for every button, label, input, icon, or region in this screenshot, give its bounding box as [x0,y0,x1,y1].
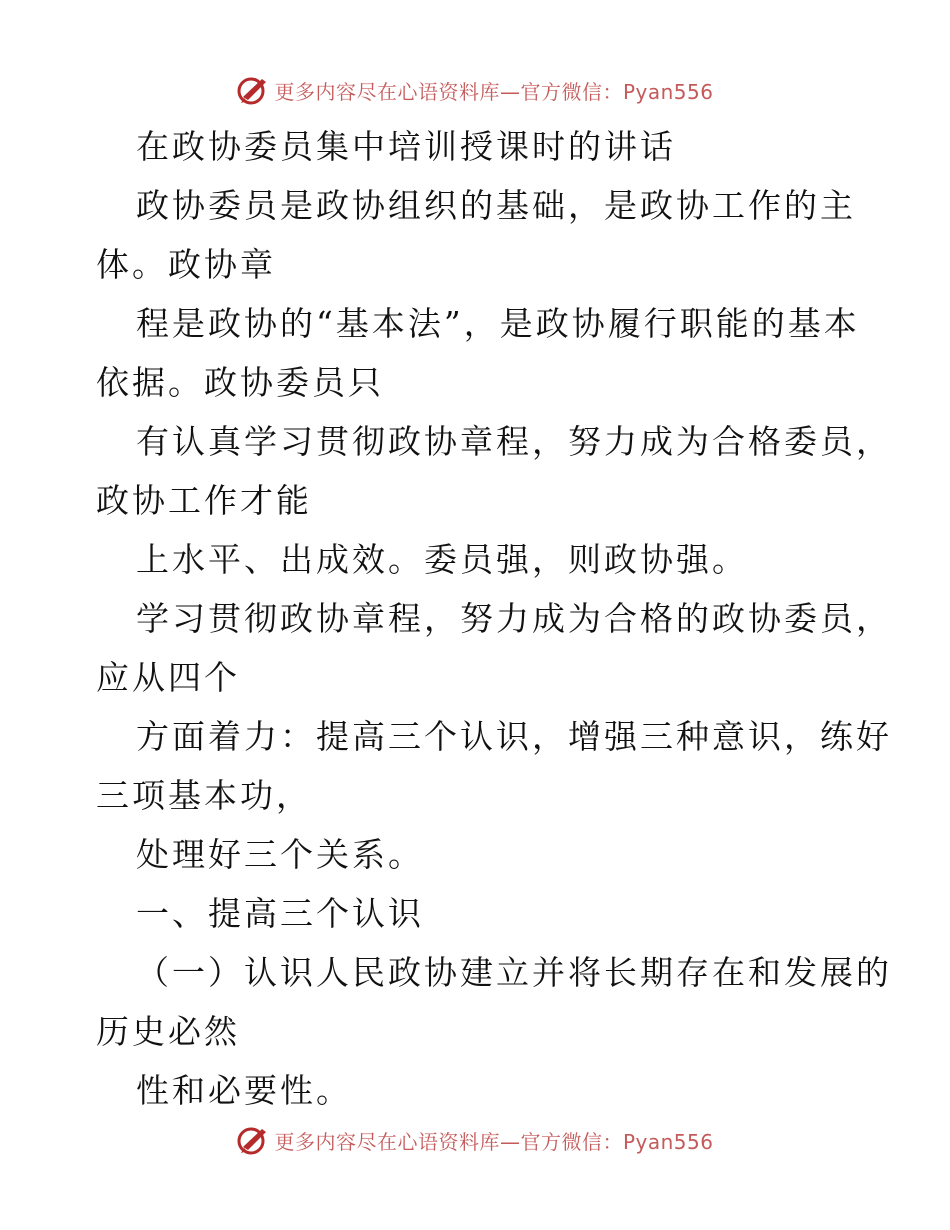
header-banner [0,70,950,110]
text-line: 历史必然 [96,1012,240,1051]
text-line: 三项基本功， [96,776,312,815]
pen-emblem-icon [236,73,270,107]
text-line: 处理好三个关系。 [136,835,424,874]
text-line: 在政协委员集中培训授课时的讲话 [136,127,676,166]
text-line: 方面着力：提高三个认识，增强三种意识，练好 [136,717,892,756]
text-line: （一）认识人民政协建立并将长期存在和发展的 [136,953,892,992]
text-line: 上水平、出成效。委员强，则政协强。 [136,540,748,579]
text-line: 体。政协章 [96,245,276,284]
footer-banner [0,1120,950,1160]
text-line: 性和必要性。 [136,1071,352,1110]
text-line: 应从四个 [96,658,240,697]
text-line: 政协工作才能 [96,481,312,520]
text-line: 政协委员是政协组织的基础，是政协工作的主 [136,186,856,225]
text-line: 依据。政协委员只 [96,363,384,402]
text-line: 程是政协的“基本法”，是政协履行职能的基本 [136,304,860,343]
text-line: 有认真学习贯彻政协章程，努力成为合格委员， [136,422,892,461]
document-body [96,117,892,1120]
footer-banner-text: 更多内容尽在心语资料库—官方微信：Pyan556 [274,1129,714,1154]
header-banner-text: 更多内容尽在心语资料库—官方微信：Pyan556 [274,79,714,104]
text-line: 学习贯彻政协章程，努力成为合格的政协委员， [136,599,892,638]
text-line: 一、提高三个认识 [136,894,424,933]
pen-emblem-icon [236,1123,270,1157]
